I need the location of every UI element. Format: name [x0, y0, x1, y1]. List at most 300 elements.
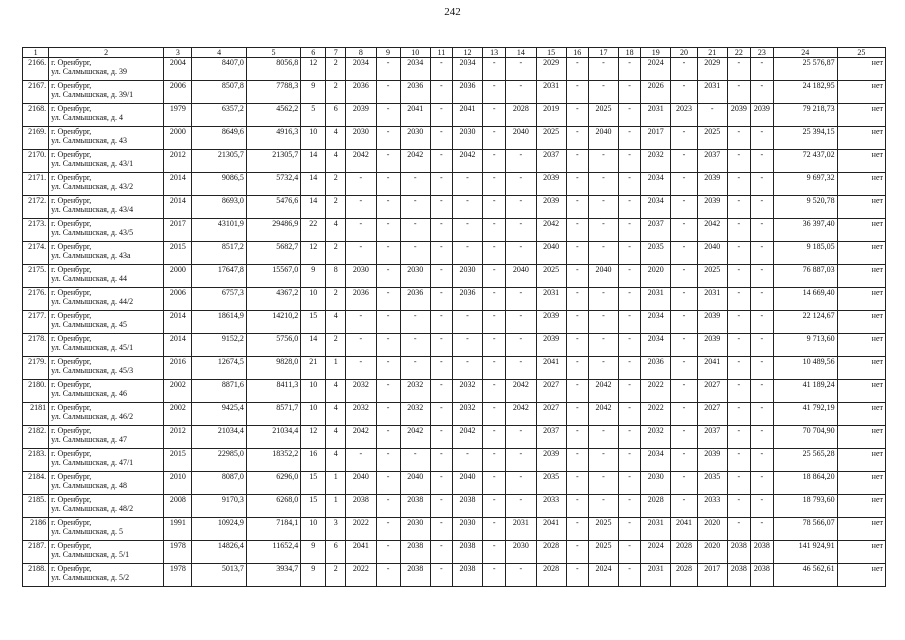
cell-col-19: 2034	[641, 311, 671, 334]
table-row	[23, 219, 886, 242]
cell-col-6: 14	[301, 173, 326, 196]
cell-col-3: 2016	[164, 357, 192, 380]
address-street: ул. Салмышская, д. 47/1	[51, 458, 134, 467]
address-city: г. Оренбург,	[51, 173, 92, 182]
cell-col-4: 8693,0	[192, 196, 246, 219]
cell-col-9: -	[376, 495, 400, 518]
cell-col-8: 2040	[346, 472, 376, 495]
cell-col-12: -	[452, 242, 482, 265]
address-cell	[49, 219, 164, 242]
address-city: г. Оренбург,	[51, 311, 92, 320]
cell-col-19: 2020	[641, 265, 671, 288]
address-cell	[49, 81, 164, 104]
cell-col-5: 5756,0	[246, 334, 300, 357]
cell-col-22: -	[727, 380, 750, 403]
cell-col-21: 2037	[697, 426, 727, 449]
cell-col-12: -	[452, 219, 482, 242]
cell-col-14: 2031	[506, 518, 536, 541]
address-cell	[49, 449, 164, 472]
address-city: г. Оренбург,	[51, 518, 92, 527]
table-row	[23, 58, 886, 81]
cell-col-22: -	[727, 472, 750, 495]
address-cell	[49, 564, 164, 587]
cell-col-7: 4	[326, 311, 346, 334]
address-cell	[49, 311, 164, 334]
cell-col-11: -	[430, 495, 452, 518]
cost-cell: 41 792,19	[773, 403, 837, 426]
cell-col-4: 21305,7	[192, 150, 246, 173]
cell-col-9: -	[376, 288, 400, 311]
cell-col-16: -	[566, 127, 588, 150]
cell-col-7: 4	[326, 426, 346, 449]
cell-col-5: 18352,2	[246, 449, 300, 472]
cell-col-18: -	[619, 449, 641, 472]
cell-col-8: 2030	[346, 265, 376, 288]
cell-col-23: -	[750, 242, 773, 265]
cell-col-17: -	[588, 150, 618, 173]
cell-col-21: 2040	[697, 242, 727, 265]
cell-col-7: 4	[326, 150, 346, 173]
cell-col-19: 2031	[641, 104, 671, 127]
row-number-cell: 2188.	[23, 564, 49, 587]
cell-col-23: -	[750, 288, 773, 311]
cell-col-18: -	[619, 311, 641, 334]
address-street: ул. Салмышская, д. 44	[51, 274, 127, 283]
cell-col-5: 8411,3	[246, 380, 300, 403]
cell-col-13: -	[483, 380, 506, 403]
cost-cell: 79 218,73	[773, 104, 837, 127]
cell-col-23: -	[750, 150, 773, 173]
table-row	[23, 173, 886, 196]
cost-cell: 24 182,95	[773, 81, 837, 104]
cell-col-6: 14	[301, 334, 326, 357]
cell-col-17: 2042	[588, 380, 618, 403]
cell-col-4: 22985,0	[192, 449, 246, 472]
cell-col-8: 2034	[346, 58, 376, 81]
table-row	[23, 265, 886, 288]
cell-col-12: 2030	[452, 127, 482, 150]
row-number-cell: 2181	[23, 403, 49, 426]
cell-col-6: 12	[301, 58, 326, 81]
cell-col-15: 2031	[536, 81, 566, 104]
row-number-cell: 2168.	[23, 104, 49, 127]
cell-col-8: 2022	[346, 518, 376, 541]
row-number-cell: 2177.	[23, 311, 49, 334]
address-cell	[49, 196, 164, 219]
cell-col-16: -	[566, 104, 588, 127]
cell-col-14: -	[506, 357, 536, 380]
cell-col-9: -	[376, 403, 400, 426]
cell-col-10: 2032	[400, 403, 430, 426]
cell-col-5: 9828,0	[246, 357, 300, 380]
cell-col-20: -	[671, 495, 697, 518]
cell-col-23: -	[750, 81, 773, 104]
cell-col-4: 18614,9	[192, 311, 246, 334]
cell-col-18: -	[619, 288, 641, 311]
cell-col-22: -	[727, 265, 750, 288]
cell-col-19: 2035	[641, 242, 671, 265]
cell-col-22: -	[727, 127, 750, 150]
cell-col-15: 2033	[536, 495, 566, 518]
cell-col-20: -	[671, 242, 697, 265]
status-cell: нет	[837, 564, 885, 587]
status-cell: нет	[837, 334, 885, 357]
cell-col-16: -	[566, 426, 588, 449]
cell-col-7: 1	[326, 472, 346, 495]
cost-cell: 9 713,60	[773, 334, 837, 357]
column-number-header-row	[23, 48, 886, 58]
row-number-cell: 2166.	[23, 58, 49, 81]
cell-col-15: 2031	[536, 288, 566, 311]
cell-col-6: 9	[301, 541, 326, 564]
cell-col-11: -	[430, 127, 452, 150]
column-header-3: 3	[164, 48, 192, 58]
column-header-2: 2	[49, 48, 164, 58]
cell-col-14: -	[506, 242, 536, 265]
cell-col-10: 2032	[400, 380, 430, 403]
cell-col-22: -	[727, 403, 750, 426]
cell-col-22: -	[727, 242, 750, 265]
table-row	[23, 196, 886, 219]
cell-col-19: 2034	[641, 334, 671, 357]
cell-col-7: 2	[326, 334, 346, 357]
column-header-14: 14	[506, 48, 536, 58]
cell-col-13: -	[483, 357, 506, 380]
cell-col-10: 2036	[400, 81, 430, 104]
cell-col-9: -	[376, 311, 400, 334]
cell-col-10: -	[400, 242, 430, 265]
cell-col-17: 2025	[588, 104, 618, 127]
cell-col-22: -	[727, 311, 750, 334]
status-cell: нет	[837, 196, 885, 219]
column-header-11: 11	[430, 48, 452, 58]
cell-col-15: 2039	[536, 173, 566, 196]
cell-col-16: -	[566, 81, 588, 104]
cell-col-8: 2032	[346, 403, 376, 426]
cell-col-8: 2032	[346, 380, 376, 403]
cell-col-5: 21305,7	[246, 150, 300, 173]
cell-col-5: 6296,0	[246, 472, 300, 495]
cell-col-20: 2041	[671, 518, 697, 541]
cell-col-19: 2031	[641, 564, 671, 587]
cell-col-14: -	[506, 81, 536, 104]
cell-col-23: -	[750, 219, 773, 242]
cell-col-20: -	[671, 81, 697, 104]
cell-col-23: -	[750, 472, 773, 495]
page-number: 242	[444, 6, 461, 18]
cell-col-8: 2036	[346, 288, 376, 311]
cell-col-18: -	[619, 58, 641, 81]
cell-col-12: 2042	[452, 150, 482, 173]
cell-col-18: -	[619, 242, 641, 265]
cell-col-13: -	[483, 150, 506, 173]
cell-col-3: 2008	[164, 495, 192, 518]
cell-col-3: 2006	[164, 288, 192, 311]
cell-col-17: -	[588, 81, 618, 104]
cell-col-19: 2034	[641, 196, 671, 219]
status-cell: нет	[837, 58, 885, 81]
cell-col-16: -	[566, 518, 588, 541]
address-cell	[49, 472, 164, 495]
cell-col-6: 9	[301, 564, 326, 587]
cell-col-9: -	[376, 265, 400, 288]
cell-col-9: -	[376, 81, 400, 104]
cell-col-4: 43101,9	[192, 219, 246, 242]
cell-col-20: -	[671, 150, 697, 173]
address-city: г. Оренбург,	[51, 150, 92, 159]
table-row	[23, 564, 886, 587]
cell-col-12: 2034	[452, 58, 482, 81]
cell-col-5: 8056,8	[246, 58, 300, 81]
cell-col-19: 2034	[641, 173, 671, 196]
status-cell: нет	[837, 541, 885, 564]
cell-col-11: -	[430, 58, 452, 81]
status-cell: нет	[837, 81, 885, 104]
cell-col-12: -	[452, 334, 482, 357]
status-cell: нет	[837, 127, 885, 150]
cell-col-17: 2040	[588, 127, 618, 150]
cell-col-9: -	[376, 58, 400, 81]
cost-cell: 25 565,28	[773, 449, 837, 472]
status-cell: нет	[837, 518, 885, 541]
status-cell: нет	[837, 173, 885, 196]
table-row	[23, 380, 886, 403]
cell-col-19: 2030	[641, 472, 671, 495]
cell-col-3: 2002	[164, 380, 192, 403]
cell-col-17: -	[588, 495, 618, 518]
table-row	[23, 104, 886, 127]
cell-col-10: 2040	[400, 472, 430, 495]
cell-col-21: -	[697, 104, 727, 127]
address-cell	[49, 127, 164, 150]
cell-col-19: 2037	[641, 219, 671, 242]
cell-col-20: -	[671, 265, 697, 288]
cell-col-6: 10	[301, 380, 326, 403]
cell-col-11: -	[430, 265, 452, 288]
cell-col-13: -	[483, 127, 506, 150]
column-header-10: 10	[400, 48, 430, 58]
cell-col-4: 6357,2	[192, 104, 246, 127]
column-header-22: 22	[727, 48, 750, 58]
status-cell: нет	[837, 380, 885, 403]
cell-col-16: -	[566, 311, 588, 334]
cell-col-9: -	[376, 104, 400, 127]
cell-col-13: -	[483, 311, 506, 334]
cell-col-3: 1991	[164, 518, 192, 541]
address-cell	[49, 334, 164, 357]
cell-col-14: -	[506, 173, 536, 196]
status-cell: нет	[837, 242, 885, 265]
cell-col-17: -	[588, 426, 618, 449]
row-number-cell: 2172.	[23, 196, 49, 219]
cell-col-9: -	[376, 518, 400, 541]
cell-col-10: 2038	[400, 564, 430, 587]
housing-register-table	[22, 47, 886, 587]
row-number-cell: 2180.	[23, 380, 49, 403]
cell-col-12: 2038	[452, 495, 482, 518]
cell-col-15: 2041	[536, 518, 566, 541]
cell-col-16: -	[566, 357, 588, 380]
cell-col-21: 2017	[697, 564, 727, 587]
column-header-8: 8	[346, 48, 376, 58]
table-row	[23, 357, 886, 380]
cell-col-16: -	[566, 495, 588, 518]
cell-col-9: -	[376, 242, 400, 265]
cell-col-17: -	[588, 242, 618, 265]
cell-col-17: -	[588, 173, 618, 196]
cell-col-3: 2015	[164, 449, 192, 472]
cell-col-19: 2031	[641, 518, 671, 541]
cell-col-4: 8871,6	[192, 380, 246, 403]
cell-col-11: -	[430, 242, 452, 265]
cell-col-19: 2022	[641, 403, 671, 426]
cell-col-12: -	[452, 173, 482, 196]
cell-col-18: -	[619, 380, 641, 403]
cell-col-22: -	[727, 150, 750, 173]
cell-col-14: 2042	[506, 380, 536, 403]
cell-col-7: 2	[326, 242, 346, 265]
cell-col-21: 2029	[697, 58, 727, 81]
cell-col-4: 12674,5	[192, 357, 246, 380]
cost-cell: 22 124,67	[773, 311, 837, 334]
row-number-cell: 2176.	[23, 288, 49, 311]
cell-col-3: 2000	[164, 127, 192, 150]
cell-col-10: 2041	[400, 104, 430, 127]
address-cell	[49, 58, 164, 81]
address-street: ул. Салмышская, д. 47	[51, 435, 127, 444]
address-cell	[49, 104, 164, 127]
table-row	[23, 127, 886, 150]
cell-col-9: -	[376, 150, 400, 173]
cell-col-14: 2040	[506, 265, 536, 288]
cost-cell: 70 704,90	[773, 426, 837, 449]
cell-col-11: -	[430, 288, 452, 311]
cell-col-5: 3934,7	[246, 564, 300, 587]
cell-col-23: -	[750, 403, 773, 426]
cell-col-12: 2030	[452, 518, 482, 541]
cell-col-12: 2041	[452, 104, 482, 127]
cell-col-8: 2030	[346, 127, 376, 150]
column-header-24: 24	[773, 48, 837, 58]
cell-col-15: 2039	[536, 196, 566, 219]
cost-cell: 78 566,07	[773, 518, 837, 541]
cell-col-23: 2038	[750, 541, 773, 564]
cell-col-14: -	[506, 495, 536, 518]
cell-col-14: -	[506, 426, 536, 449]
cell-col-13: -	[483, 403, 506, 426]
cell-col-23: -	[750, 196, 773, 219]
cell-col-4: 9086,5	[192, 173, 246, 196]
address-city: г. Оренбург,	[51, 380, 92, 389]
address-street: ул. Салмышская, д. 39/1	[51, 90, 134, 99]
column-header-19: 19	[641, 48, 671, 58]
cell-col-12: 2032	[452, 403, 482, 426]
cell-col-11: -	[430, 81, 452, 104]
cell-col-5: 5476,6	[246, 196, 300, 219]
status-cell: нет	[837, 104, 885, 127]
cell-col-23: -	[750, 357, 773, 380]
cell-col-23: -	[750, 58, 773, 81]
status-cell: нет	[837, 495, 885, 518]
cell-col-5: 4916,3	[246, 127, 300, 150]
address-city: г. Оренбург,	[51, 219, 92, 228]
cell-col-23: -	[750, 495, 773, 518]
table-row	[23, 426, 886, 449]
cell-col-15: 2039	[536, 334, 566, 357]
row-number-cell: 2167.	[23, 81, 49, 104]
cell-col-12: 2032	[452, 380, 482, 403]
table-row	[23, 495, 886, 518]
cell-col-6: 10	[301, 127, 326, 150]
cell-col-21: 2042	[697, 219, 727, 242]
cell-col-23: -	[750, 127, 773, 150]
cell-col-18: -	[619, 357, 641, 380]
cell-col-18: -	[619, 81, 641, 104]
table-row	[23, 311, 886, 334]
address-street: ул. Салмышская, д. 4	[51, 113, 123, 122]
cell-col-5: 5732,4	[246, 173, 300, 196]
cell-col-17: -	[588, 219, 618, 242]
cell-col-20: 2023	[671, 104, 697, 127]
cell-col-20: -	[671, 426, 697, 449]
status-cell: нет	[837, 219, 885, 242]
cell-col-18: -	[619, 564, 641, 587]
cell-col-20: 2028	[671, 541, 697, 564]
cell-col-18: -	[619, 127, 641, 150]
cell-col-6: 10	[301, 288, 326, 311]
cell-col-17: -	[588, 357, 618, 380]
cost-cell: 36 397,40	[773, 219, 837, 242]
status-cell: нет	[837, 311, 885, 334]
column-header-5: 5	[246, 48, 300, 58]
cell-col-8: 2041	[346, 541, 376, 564]
cell-col-18: -	[619, 173, 641, 196]
cell-col-6: 15	[301, 472, 326, 495]
cell-col-11: -	[430, 403, 452, 426]
cell-col-19: 2032	[641, 150, 671, 173]
cell-col-13: -	[483, 288, 506, 311]
address-cell	[49, 357, 164, 380]
cell-col-21: 2037	[697, 150, 727, 173]
cell-col-23: -	[750, 426, 773, 449]
cell-col-6: 15	[301, 495, 326, 518]
cell-col-16: -	[566, 403, 588, 426]
status-cell: нет	[837, 449, 885, 472]
cell-col-3: 2006	[164, 81, 192, 104]
cell-col-7: 2	[326, 173, 346, 196]
row-number-cell: 2182.	[23, 426, 49, 449]
cell-col-12: -	[452, 357, 482, 380]
cell-col-7: 2	[326, 81, 346, 104]
row-number-cell: 2174.	[23, 242, 49, 265]
cell-col-9: -	[376, 380, 400, 403]
cell-col-17: -	[588, 196, 618, 219]
cell-col-18: -	[619, 219, 641, 242]
cell-col-7: 2	[326, 196, 346, 219]
cell-col-20: 2028	[671, 564, 697, 587]
cell-col-15: 2025	[536, 127, 566, 150]
cost-cell: 10 489,56	[773, 357, 837, 380]
cell-col-4: 9152,2	[192, 334, 246, 357]
cell-col-18: -	[619, 518, 641, 541]
cell-col-21: 2020	[697, 541, 727, 564]
cell-col-11: -	[430, 541, 452, 564]
cell-col-20: -	[671, 58, 697, 81]
cell-col-16: -	[566, 472, 588, 495]
cell-col-14: -	[506, 311, 536, 334]
cell-col-12: 2036	[452, 288, 482, 311]
cell-col-22: -	[727, 518, 750, 541]
